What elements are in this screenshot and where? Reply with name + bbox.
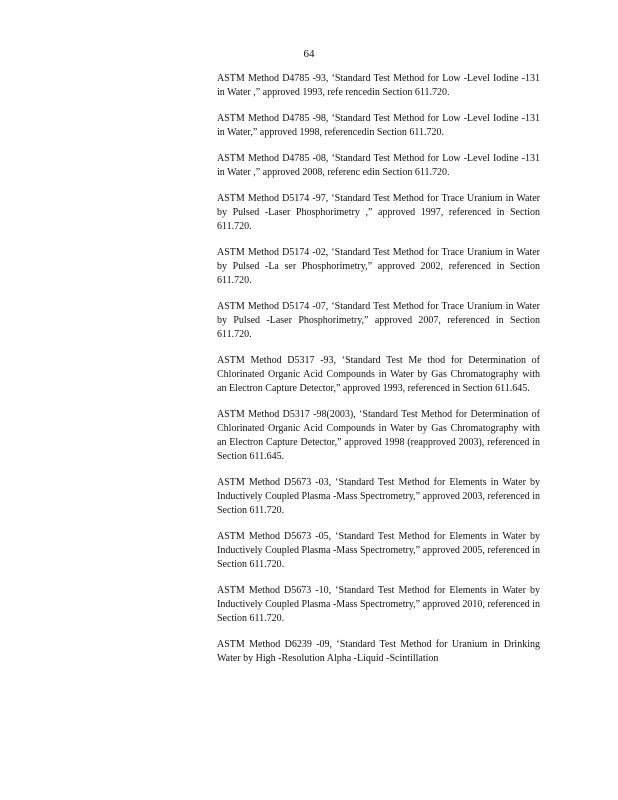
reference-entry: ASTM Method D6239 -09, ‘Standard Test Method for Uranium in Drinking Water by High -Resolution Alpha -Liquid -Scintillation <box>217 639 540 664</box>
reference-entry: ASTM Method D5673 -03, ‘Standard Test Method for Elements in Water by Inductively Coupled Plasma -Mass Spectrometry,” approved 2003, referenced in Section 611.720. <box>217 477 540 516</box>
page-number: 64 <box>303 48 315 60</box>
reference-entry: ASTM Method D5317 -98(2003), ‘Standard Test Method for Determination of Chlorinated Organic Acid Compounds in Water by Gas Chromatography with an Electron Capture Detector,” approved 1998 (reapproved 2003), referenced in Section 611.645. <box>217 409 540 462</box>
reference-list <box>217 72 540 678</box>
reference-entry: ASTM Method D4785 -08, ‘Standard Test Method for Low -Level Iodine -131 in Water ,” approved 2008, referenc edin Section 611.720. <box>217 153 540 178</box>
reference-entry: ASTM Method D4785 -93, ‘Standard Test Method for Low -Level Iodine -131 in Water ,” approved 1993, refe rencedin Section 611.720. <box>217 73 540 98</box>
reference-entry: ASTM Method D5673 -10, ‘Standard Test Method for Elements in Water by Inductively Coupled Plasma -Mass Spectrometry,” approved 2010, referenced in Section 611.720. <box>217 585 540 624</box>
reference-entry: ASTM Method D5317 -93, ‘Standard Test Me thod for Determination of Chlorinated Organic Acid Compounds in Water by Gas Chromatography with an Electron Capture Detector,” approved 1993, referenced in Section 611.645. <box>217 355 540 394</box>
reference-entry: ASTM Method D4785 -98, ‘Standard Test Method for Low -Level Iodine -131 in Water,” approved 1998, referencedin Section 611.720. <box>217 113 540 138</box>
reference-entry: ASTM Method D5174 -07, ‘Standard Test Method for Trace Uranium in Water by Pulsed -Laser Phosphorimetry,” approved 2007, referenced in Section 611.720. <box>217 301 540 340</box>
reference-entry: ASTM Method D5174 -97, ‘Standard Test Method for Trace Uranium in Water by Pulsed -Laser Phosphorimetry ,” approved 1997, referenced in Section 611.720. <box>217 193 540 232</box>
reference-entry: ASTM Method D5174 -02, ‘Standard Test Method for Trace Uranium in Water by Pulsed -La ser Phosphorimetry,” approved 2002, referenced in Section 611.720. <box>217 247 540 286</box>
reference-entry: ASTM Method D5673 -05, ‘Standard Test Method for Elements in Water by Inductively Coupled Plasma -Mass Spectrometry,” approved 2005, referenced in Section 611.720. <box>217 531 540 570</box>
